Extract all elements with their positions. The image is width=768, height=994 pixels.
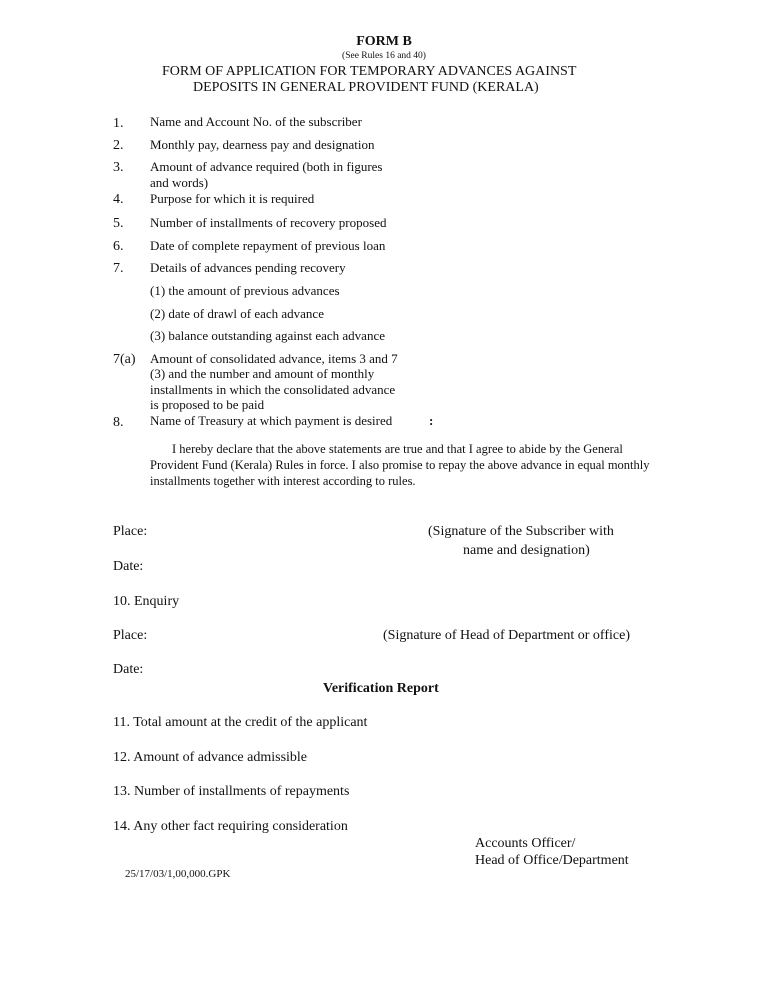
verification-report-title: Verification Report — [323, 681, 439, 696]
place-label: Place: — [113, 524, 148, 539]
enquiry-place-label: Place: — [113, 628, 148, 643]
date-label: Date: — [113, 559, 144, 574]
subscriber-signature-line2: name and designation) — [463, 543, 590, 558]
form-title: FORM B — [356, 34, 412, 49]
item-text-continued: installments in which the consolidated advance — [150, 382, 396, 397]
sub-item-text: (1) the amount of previous advances — [150, 283, 340, 298]
item-number: 2. — [113, 138, 124, 153]
item-number: 5. — [113, 216, 124, 231]
verification-item: 13. Number of installments of repayments — [113, 784, 350, 799]
verification-item: 11. Total amount at the credit of the applicant — [113, 715, 368, 730]
item-number: 7. — [113, 261, 124, 276]
item-number: 4. — [113, 192, 124, 207]
enquiry-label: 10. Enquiry — [113, 594, 180, 609]
accounts-officer-line1: Accounts Officer/ — [475, 836, 576, 851]
item-text: Details of advances pending recovery — [150, 260, 346, 275]
item-text-continued: and words) — [150, 175, 209, 190]
footer-code: 25/17/03/1,00,000.GPK — [125, 868, 231, 880]
item-text: Amount of consolidated advance, items 3 and 7 — [150, 351, 398, 366]
field-colon: : — [429, 413, 434, 428]
subscriber-signature-line1: (Signature of the Subscriber with — [428, 524, 614, 539]
accounts-officer-line2: Head of Office/Department — [475, 853, 629, 868]
item-text: Monthly pay, dearness pay and designation — [150, 137, 375, 152]
form-heading-line2: DEPOSITS IN GENERAL PROVIDENT FUND (KERALA) — [193, 80, 539, 95]
verification-item: 14. Any other fact requiring consideration — [113, 819, 348, 834]
verification-item: 12. Amount of advance admissible — [113, 750, 308, 765]
item-text-continued: (3) and the number and amount of monthly — [150, 366, 375, 381]
sub-item-text: (3) balance outstanding against each advance — [150, 328, 385, 343]
item-number: 3. — [113, 160, 124, 175]
item-text: Date of complete repayment of previous loan — [150, 238, 386, 253]
item-text: Purpose for which it is required — [150, 191, 315, 206]
item-text: Number of installments of recovery proposed — [150, 215, 387, 230]
item-text: Amount of advance required (both in figures — [150, 159, 383, 174]
item-number: 7(a) — [113, 352, 136, 367]
item-number: 8. — [113, 415, 124, 430]
item-number: 1. — [113, 116, 124, 131]
item-text-continued: is proposed to be paid — [150, 397, 265, 412]
sub-item-text: (2) date of drawl of each advance — [150, 306, 324, 321]
item-number: 6. — [113, 239, 124, 254]
enquiry-date-label: Date: — [113, 662, 144, 677]
head-of-department-signature: (Signature of Head of Department or office) — [383, 628, 630, 643]
item-text: Name and Account No. of the subscriber — [150, 114, 362, 129]
declaration-text: I hereby declare that the above statements are true and that I agree to abide by the General Provident Fund (Kerala) Rules in force. I also promise to repay the above advance in equal monthly installments together with interest according to rules. — [150, 442, 650, 488]
item-text: Name of Treasury at which payment is desired — [150, 413, 393, 428]
rule-reference: (See Rules 16 and 40) — [342, 51, 426, 61]
form-heading-line1: FORM OF APPLICATION FOR TEMPORARY ADVANCES AGAINST — [162, 64, 577, 79]
